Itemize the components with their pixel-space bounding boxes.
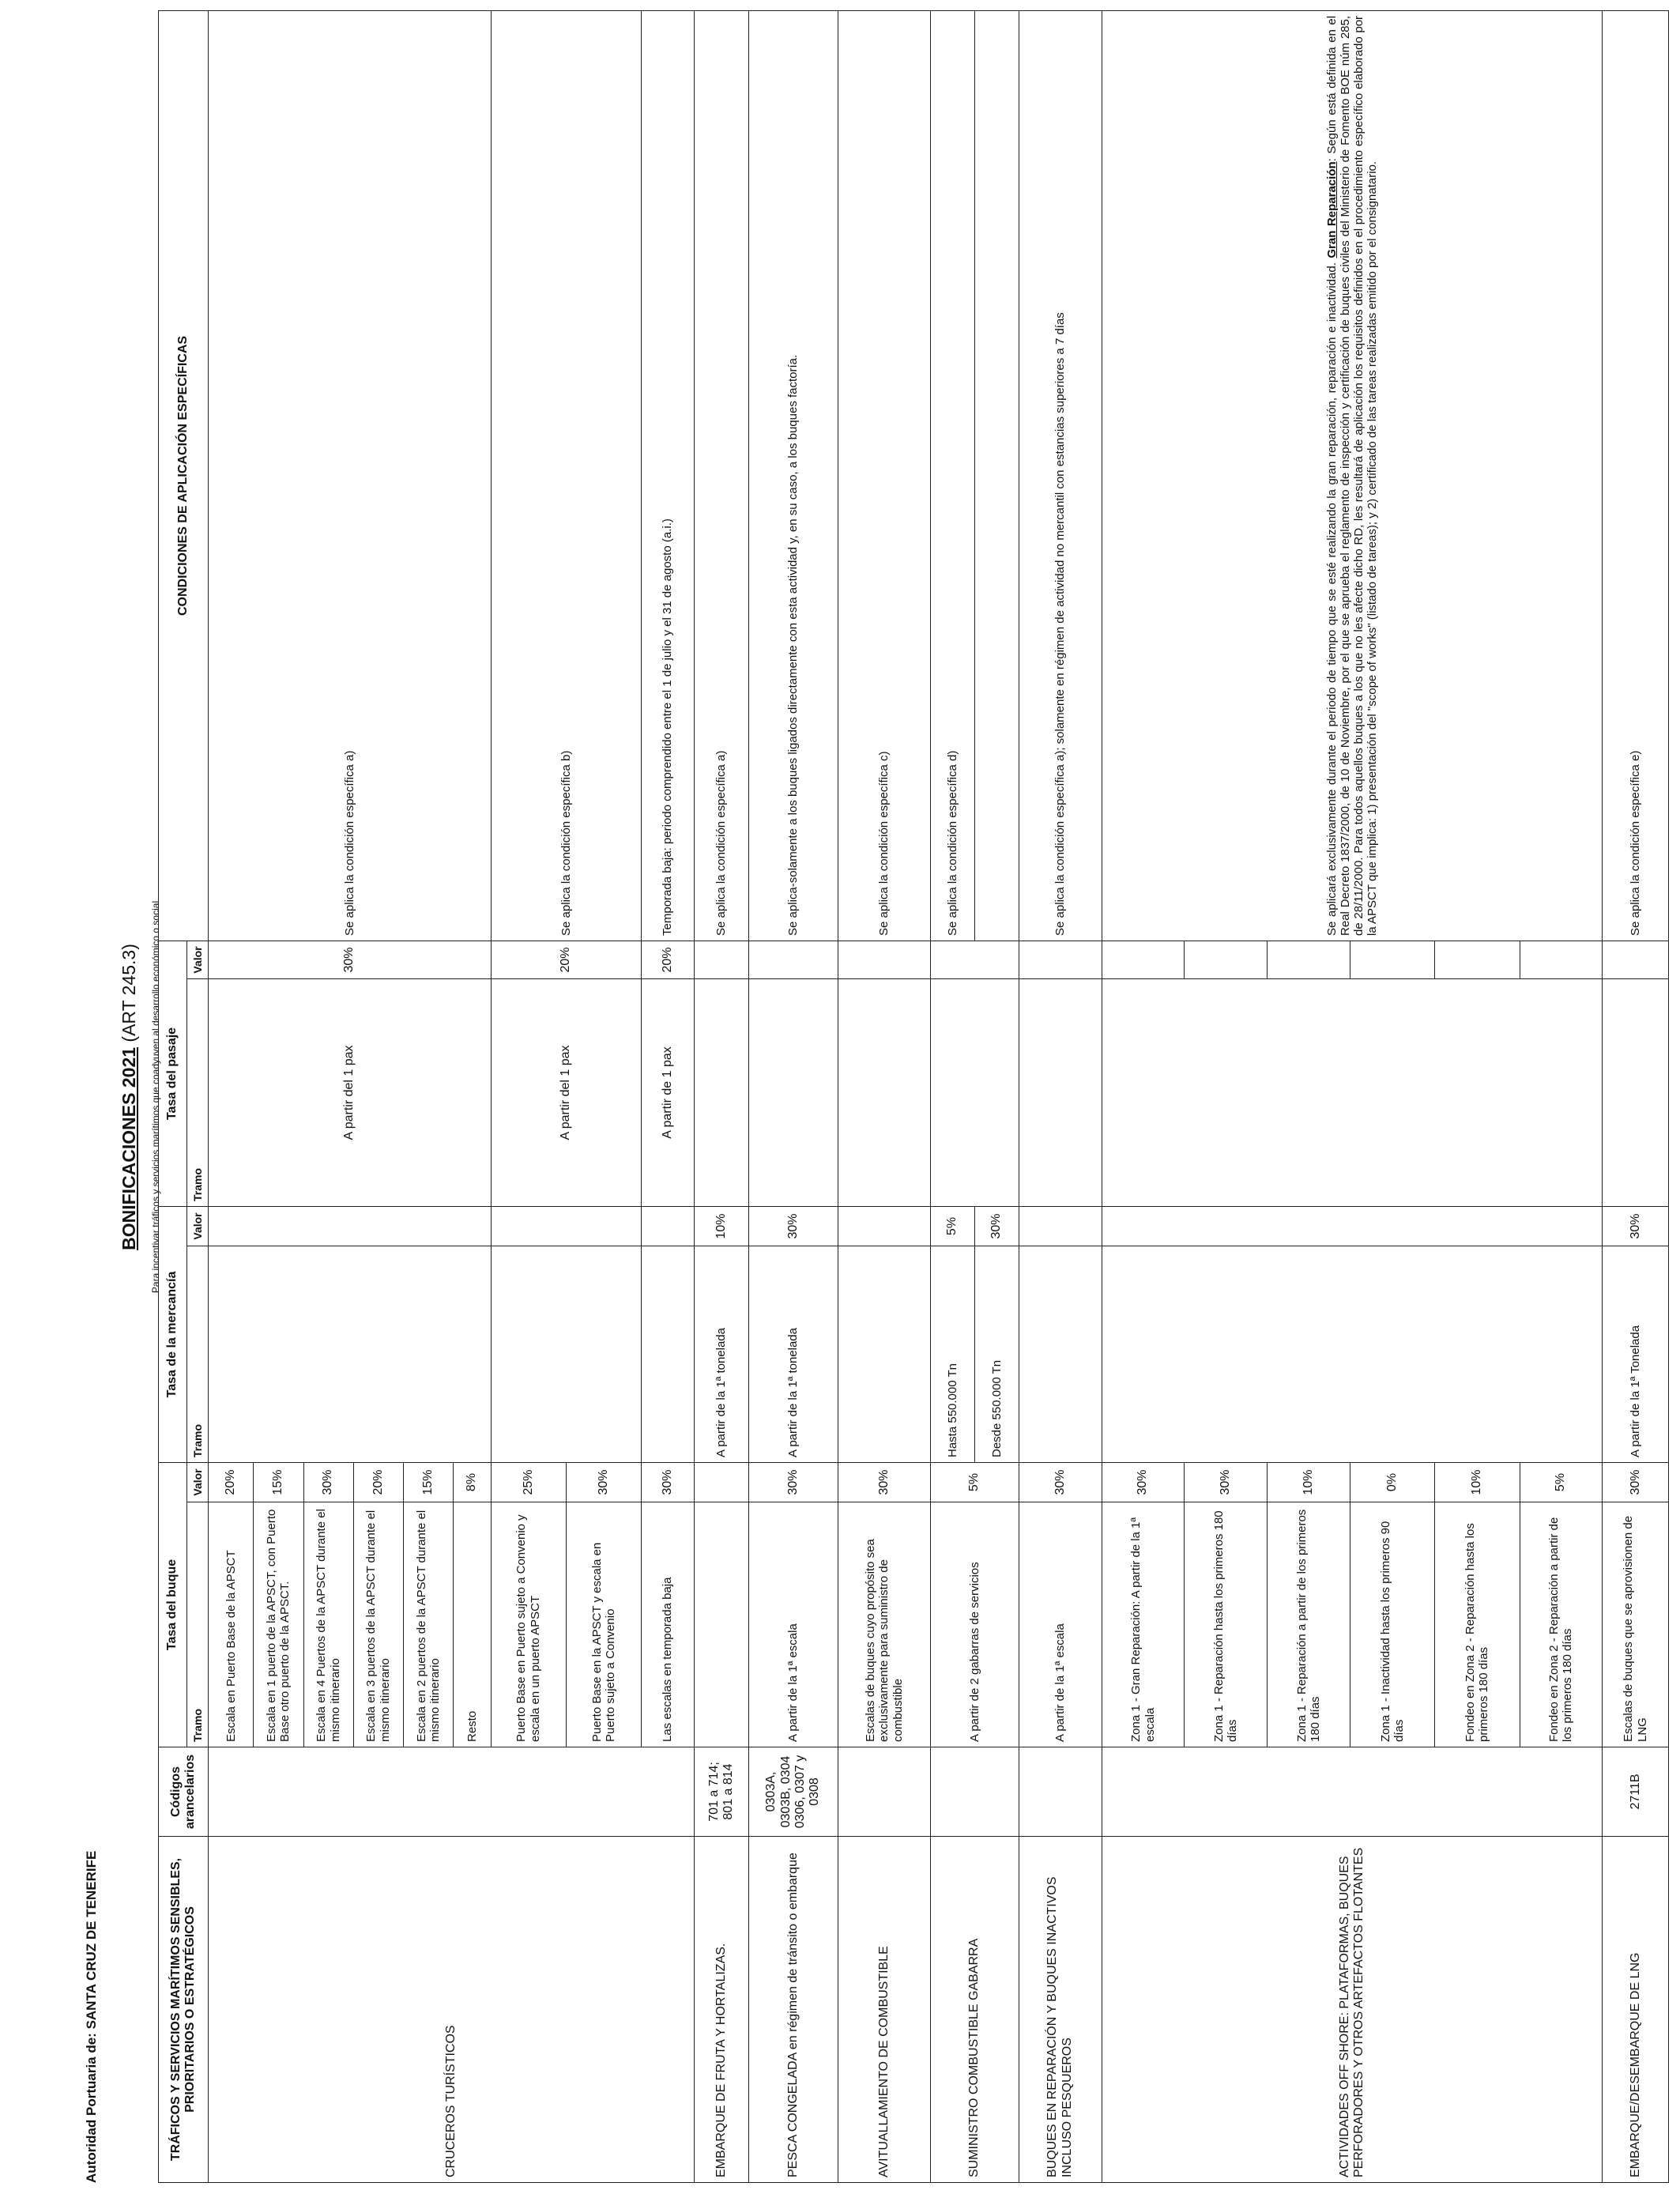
buque-tramo: Escala en 4 Puertos de la APSCT durante el mismo itinerario: [303, 1502, 353, 1747]
header-tasa-mercancia: Tasa de la mercancía: [159, 1206, 187, 1462]
pasaje-valor-empty: [1603, 941, 1669, 978]
header-codigos: Códigos arancelarios: [159, 1747, 209, 1837]
traffic-avituallamiento: AVITUALLAMIENTO DE COMBUSTIBLE: [838, 1837, 931, 2183]
title-main: BONIFICACIONES 2021: [119, 1046, 139, 1250]
header-merc-tramo: Tramo: [186, 1246, 209, 1463]
bonificaciones-table: [158, 10, 1669, 2183]
pasaje-valor-empty: [748, 941, 838, 978]
buque-tramo: Escalas de buques cuyo propósito sea exclusivamente para suministro de combustible: [838, 1502, 931, 1747]
buque-tramo: Escala en 1 puerto de la APSCT, con Puerto Base otro puerto de la APSCT.: [254, 1502, 303, 1747]
buque-tramo: Resto: [453, 1502, 491, 1747]
merc-valor-empty: [838, 1206, 931, 1246]
title-article: (ART 245.3): [119, 944, 139, 1047]
cond-offshore-2: : Según está definida en el Real Decreto 1837/2000, de 10 de Noviembre, por el que se aprueba el reglamento de inspección y certificación de buques civiles del Ministerio de Fomento BOE núm 285, de 28/11/2000. Para todos aquellos buques a los que no les afecte dicho RD, les resultará de aplicación los requisitos definidos en el procedimiento específico elaborado por la APSCT que implica: 1) presentación del "scope of works" (listado de tareas); y 2) certificado de las tareas realizadas emitido por el consignatario.: [1324, 15, 1380, 936]
merc-valor-empty: [209, 1206, 491, 1246]
buque-tramo: Zona 1 - Reparación a partir de los primeros 180 días: [1268, 1502, 1350, 1747]
header-pasaje-tramo: Tramo: [186, 978, 209, 1206]
merc-tramo: A partir de la 1ª Tonelada: [1603, 1246, 1669, 1463]
merc-tramo-empty: [491, 1246, 642, 1463]
condition-reparacion: Se aplica la condición específica a); solamente en régimen de actividad no mercantil con estancias superiores a 7 días: [1019, 10, 1102, 941]
codigos-offshore: [1102, 1747, 1603, 1837]
buque-valor: 30%: [1603, 1463, 1669, 1502]
fruta-row: [694, 10, 748, 2182]
pasaje-valor-empty: [1102, 941, 1185, 978]
avituallamiento-row: [838, 10, 931, 2182]
buque-valor: 20%: [209, 1463, 254, 1502]
pasaje-tramo-empty: [838, 978, 931, 1206]
buque-tramo: Zona 1 - Reparación hasta los primeros 180 días: [1185, 1502, 1268, 1747]
buque-valor: 30%: [748, 1463, 838, 1502]
buque-valor-empty: [694, 1463, 748, 1502]
buque-valor: 30%: [1102, 1463, 1185, 1502]
pasaje-tramo: A partir del 1 pax: [209, 978, 491, 1206]
lng-row: [1603, 10, 1669, 2182]
merc-valor: 10%: [694, 1206, 748, 1246]
header-buque-tramo: Tramo: [186, 1502, 209, 1747]
buque-valor: 8%: [453, 1463, 491, 1502]
pasaje-valor: 20%: [491, 941, 642, 978]
buque-tramo: Escala en 2 puertos de la APSCT durante el mismo itinerario: [403, 1502, 453, 1747]
condition-fruta: Se aplica la condición específica a): [694, 10, 748, 941]
merc-valor-empty: [642, 1206, 695, 1246]
merc-tramo-empty: [838, 1246, 931, 1463]
buque-tramo: Zona 1 - Gran Reparación: A partir de la 1ª escala: [1102, 1502, 1185, 1747]
buque-valor: 25%: [491, 1463, 566, 1502]
page-subtitle: Para incentivar tráficos y servicios marítimos que coadyuven al desarrollo económico o social: [150, 900, 161, 1294]
pasaje-valor: 30%: [209, 941, 491, 978]
authority-label: Autoridad Portuaria de: SANTA CRUZ DE TENERIFE: [84, 1850, 99, 2183]
condition-empty: [974, 10, 1019, 941]
buque-tramo: Puerto Base en la APSCT y escala en Puerto sujeto a Convenio: [566, 1502, 641, 1747]
buque-valor: 30%: [838, 1463, 931, 1502]
merc-tramo-empty: [1019, 1246, 1102, 1463]
cond-offshore-1: Se aplicará exclusivamente durante el periodo de tiempo que se esté realizando la gran reparación, reparación e inactividad.: [1324, 262, 1339, 936]
buque-valor: 5%: [1520, 1463, 1603, 1502]
buque-valor: 30%: [303, 1463, 353, 1502]
header-condiciones: CONDICIONES DE APLICACIÓN ESPECÍFICAS: [159, 10, 209, 941]
buque-valor: 30%: [1019, 1463, 1102, 1502]
buque-tramo: A partir de la 1ª escala: [748, 1502, 838, 1747]
traffic-pesca: PESCA CONGELADA en régimen de tránsito o embarque: [748, 1837, 838, 2183]
page-title: [119, 0, 140, 2194]
buque-tramo-empty: [694, 1502, 748, 1747]
buque-valor: 30%: [566, 1463, 641, 1502]
pasaje-tramo: A partir de 1 pax: [642, 978, 695, 1206]
buque-valor: 15%: [403, 1463, 453, 1502]
cruceros-row-1: [209, 10, 254, 2182]
condition-temporada-baja: Temporada baja: periodo comprendido entre el 1 de julio y el 31 de agosto (a.i.): [642, 10, 695, 941]
pasaje-valor-empty: [1350, 941, 1435, 978]
merc-tramo-empty: [1102, 1246, 1603, 1463]
codigos-reparacion: [1019, 1747, 1102, 1837]
merc-tramo: Hasta 550.000 Tn: [930, 1246, 974, 1463]
buque-valor: 10%: [1435, 1463, 1520, 1502]
condition-cruceros-a: Se aplica la condición específica a): [209, 10, 491, 941]
condition-cruceros-b: Se aplica la condición específica b): [491, 10, 642, 941]
pasaje-tramo-empty: [1019, 978, 1102, 1206]
header-row: [159, 10, 187, 2182]
pasaje-valor-empty: [838, 941, 931, 978]
buque-valor: 5%: [930, 1463, 1019, 1502]
reparacion-row: [1019, 10, 1102, 2182]
pasaje-tramo-empty: [1102, 978, 1603, 1206]
pasaje-tramo-empty: [930, 978, 1019, 1206]
header-buque-valor: Valor: [186, 1463, 209, 1502]
buque-valor: 20%: [353, 1463, 403, 1502]
buque-tramo: Fondeo en Zona 2 - Reparación hasta los primeros 180 días: [1435, 1502, 1520, 1747]
buque-tramo: Escala en Puerto Base de la APSCT: [209, 1502, 254, 1747]
merc-valor: 5%: [930, 1206, 974, 1246]
merc-valor-empty: [1019, 1206, 1102, 1246]
codigos-fruta: 701 a 714; 801 a 814: [694, 1747, 748, 1837]
pasaje-valor-empty: [694, 941, 748, 978]
codigos-avituallamiento: [838, 1747, 931, 1837]
traffic-offshore: ACTIVIDADES OFF SHORE: PLATAFORMAS, BUQUES PERFORADORES Y OTROS ARTEFACTOS FLOTANTES: [1102, 1837, 1603, 2183]
header-merc-valor: Valor: [186, 1206, 209, 1246]
buque-valor: 0%: [1350, 1463, 1435, 1502]
condition-lng: Se aplica la condición específica e): [1603, 10, 1669, 941]
codigos-gabarra: [930, 1747, 1019, 1837]
pasaje-tramo-empty: [1603, 978, 1669, 1206]
buque-tramo: Zona 1 - Inactividad hasta los primeros 90 días: [1350, 1502, 1435, 1747]
condition-offshore: [1102, 10, 1603, 941]
header-tasa-buque: Tasa del buque: [159, 1463, 187, 1747]
buque-tramo: Escalas de buques que se aprovisionen de LNG: [1603, 1502, 1669, 1747]
buque-tramo: Las escalas en temporada baja: [642, 1502, 695, 1747]
codigos-cruceros: [209, 1747, 695, 1837]
buque-valor: 30%: [1185, 1463, 1268, 1502]
pesca-row: [748, 10, 838, 2182]
buque-tramo: Puerto Base en Puerto sujeto a Convenio y escala en un puerto APSCT: [491, 1502, 566, 1747]
header-tasa-pasaje: Tasa del pasaje: [159, 941, 187, 1206]
condition-offshore-text: [1325, 16, 1379, 936]
condition-avituallamiento: Se aplica la condición específica c): [838, 10, 931, 941]
buque-tramo: Fondeo en Zona 2 - Reparación a partir de los primeros 180 días: [1520, 1502, 1603, 1747]
traffic-fruta: EMBARQUE DE FRUTA Y HORTALIZAS.: [694, 1837, 748, 2183]
offshore-row-1: [1102, 10, 1185, 2182]
pasaje-valor-empty: [1268, 941, 1350, 978]
traffic-cruceros: CRUCEROS TURÍSTICOS: [209, 1837, 695, 2183]
traffic-gabarra: SUMINISTRO COMBUSTIBLE GABARRA: [930, 1837, 1019, 2183]
buque-valor: 15%: [254, 1463, 303, 1502]
pasaje-valor-empty: [1019, 941, 1102, 978]
pasaje-tramo-empty: [748, 978, 838, 1206]
merc-valor: 30%: [1603, 1206, 1669, 1246]
pasaje-valor-empty: [1185, 941, 1268, 978]
gabarra-row-1: [930, 10, 974, 2182]
codigos-pesca: 0303A, 0303B, 0304 0306, 0307 y 0308: [748, 1747, 838, 1837]
buque-tramo: Escala en 3 puertos de la APSCT durante el mismo itinerario: [353, 1502, 403, 1747]
pasaje-valor-empty: [1520, 941, 1603, 978]
buque-tramo: A partir de la 1ª escala: [1019, 1502, 1102, 1747]
merc-tramo: Desde 550.000 Tn: [974, 1246, 1019, 1463]
condition-pesca: Se aplica-solamente a los buques ligados directamente con esta actividad y, en su caso, a los buques factoría.: [748, 10, 838, 941]
merc-valor-empty: [1102, 1206, 1603, 1246]
traffic-lng: EMBARQUE/DESEMBARQUE DE LNG: [1603, 1837, 1669, 2183]
pasaje-tramo-empty: [694, 978, 748, 1206]
buque-valor: 30%: [642, 1463, 695, 1502]
codigos-lng: 2711B: [1603, 1747, 1669, 1837]
buque-tramo: A partir de 2 gabarras de servicios: [930, 1502, 1019, 1747]
header-traficos: TRÁFICOS Y SERVICIOS MARÍTIMOS SENSIBLES, PRIORITARIOS O ESTRATÉGICOS: [159, 1837, 209, 2183]
pasaje-valor-empty: [1435, 941, 1520, 978]
merc-tramo-empty: [209, 1246, 491, 1463]
merc-valor: 30%: [974, 1206, 1019, 1246]
merc-valor: 30%: [748, 1206, 838, 1246]
pasaje-tramo: A partir del 1 pax: [491, 978, 642, 1206]
merc-tramo: A partir de la 1ª tonelada: [748, 1246, 838, 1463]
traffic-reparacion: BUQUES EN REPARACIÓN Y BUQUES INACTIVOS INCLUSO PESQUEROS: [1019, 1837, 1102, 2183]
pasaje-valor-empty: [930, 941, 1019, 978]
cond-gran-reparacion: Gran Reparación: [1324, 161, 1339, 258]
condition-gabarra: Se aplica la condición específica d): [930, 10, 974, 941]
merc-valor-empty: [491, 1206, 642, 1246]
merc-tramo: A partir de la 1ª tonelada: [694, 1246, 748, 1463]
buque-valor: 10%: [1268, 1463, 1350, 1502]
pasaje-valor: 20%: [642, 941, 695, 978]
merc-tramo-empty: [642, 1246, 695, 1463]
header-pasaje-valor: Valor: [186, 941, 209, 978]
